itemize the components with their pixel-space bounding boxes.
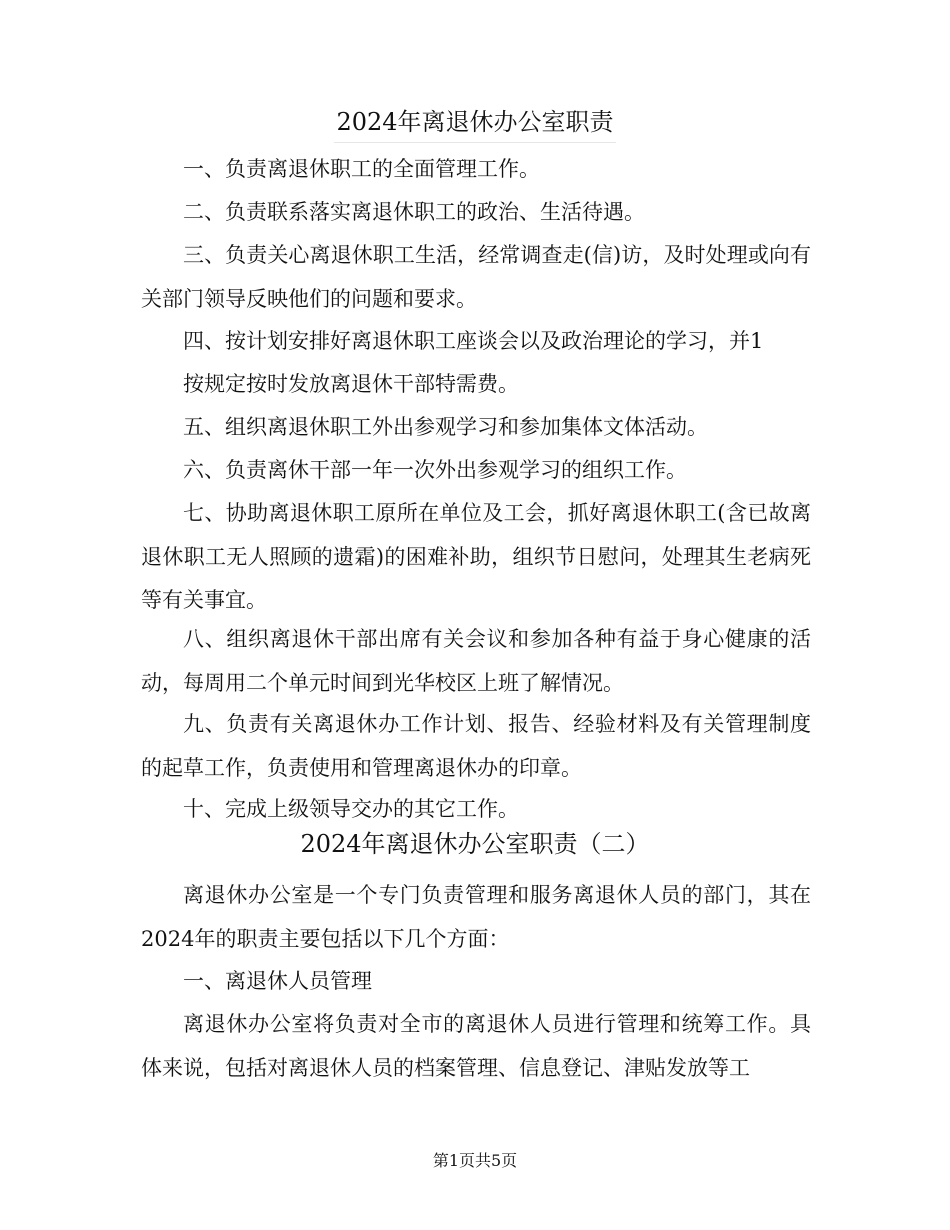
section2-heading-1: 一、离退休人员管理 xyxy=(183,969,372,993)
paragraph-1: 一、负责离退休职工的全面管理工作。 xyxy=(183,157,540,181)
page-indicator: 第1页共5页 xyxy=(432,1151,518,1170)
paragraph-8: 八、组织离退休干部出席有关会议和参加各种有益于身心健康的活动，每周用二个单元时间到光华校区上班了解情况。 xyxy=(141,627,811,695)
paragraph-10: 十、完成上级领导交办的其它工作。 xyxy=(183,797,519,821)
paragraph-4-continued: 按规定按时发放离退休干部特需费。 xyxy=(183,372,519,396)
section2-paragraph-2: 离退休办公室将负责对全市的离退休人员进行管理和统筹工作。具体来说，包括对离退休人员的档案管理、信息登记、津贴发放等工 xyxy=(141,1012,811,1080)
paragraph-6: 六、负责离休干部一年一次外出参观学习的组织工作。 xyxy=(183,458,687,482)
section2-title: 2024年离退休办公室职责（二） xyxy=(300,830,650,858)
paragraph-2: 二、负责联系落实离退休职工的政治、生活待遇。 xyxy=(183,200,645,224)
document-title xyxy=(0,106,950,143)
paragraph-3: 三、负责关心离退休职工生活，经常调查走(信)访，及时处理或向有关部门领导反映他们的问题和要求。 xyxy=(141,243,811,311)
paragraph-5: 五、组织离退休职工外出参观学习和参加集体文体活动。 xyxy=(183,415,708,439)
paragraph-7: 七、协助离退休职工原所在单位及工会，抓好离退休职工(含已故离退休职工无人照顾的遗霜)的困难补助，组织节日慰问，处理其生老病死等有关事宜。 xyxy=(141,501,811,612)
paragraph-9: 九、负责有关离退休办工作计划、报告、经验材料及有关管理制度的起草工作，负责使用和管理离退休办的印章。 xyxy=(141,712,811,780)
paragraph-4: 四、按计划安排好离退休职工座谈会以及政治理论的学习，并1 xyxy=(183,329,764,353)
section2-paragraph-1: 离退休办公室是一个专门负责管理和服务离退休人员的部门，其在2024年的职责主要包括以下几个方面： xyxy=(141,883,811,951)
document-title-text: 2024年离退休办公室职责 xyxy=(334,106,615,143)
